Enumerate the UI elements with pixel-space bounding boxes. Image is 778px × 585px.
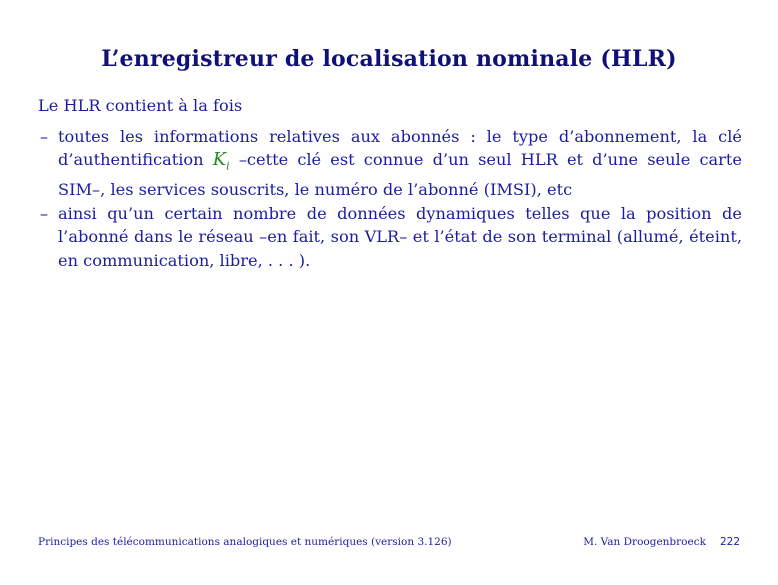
key-symbol-main: K — [212, 149, 227, 170]
footer-right — [583, 536, 740, 548]
intro-text: Le HLR contient à la fois — [38, 96, 243, 115]
item-text-part: toutes les informations relatives aux abonnés : le type d’abonnement, la clé d’authentification — [58, 126, 742, 169]
item-text-part: –cette clé est connue d’un seul HLR et d’une seule carte SIM–, les services souscrits, le numéro de l’abonné (IMSI), etc — [58, 150, 742, 200]
footer-author: M. Van Droogenbroeck — [583, 536, 706, 548]
list-item — [38, 125, 742, 202]
slide-title: L’enregistreur de localisation nominale (HLR) — [101, 46, 677, 72]
key-ki-symbol — [212, 149, 230, 173]
key-symbol-subscript: i — [226, 159, 230, 173]
item-text-part: ainsi qu’un certain nombre de données dynamiques telles que la position de l’abonné dans le réseau –en fait, son VLR– et l’état de son terminal (allumé, éteint, en communication, libre, . . . ). — [58, 203, 742, 270]
list-item — [38, 202, 742, 273]
bullet-list — [38, 125, 742, 273]
slide-body — [38, 94, 742, 272]
page-number: 222 — [719, 536, 740, 548]
bullet-dash: – — [40, 203, 49, 223]
footer-course-title: Principes des télécommunications analogiques et numériques (version 3.126) — [38, 536, 452, 548]
bullet-dash: – — [40, 126, 49, 146]
